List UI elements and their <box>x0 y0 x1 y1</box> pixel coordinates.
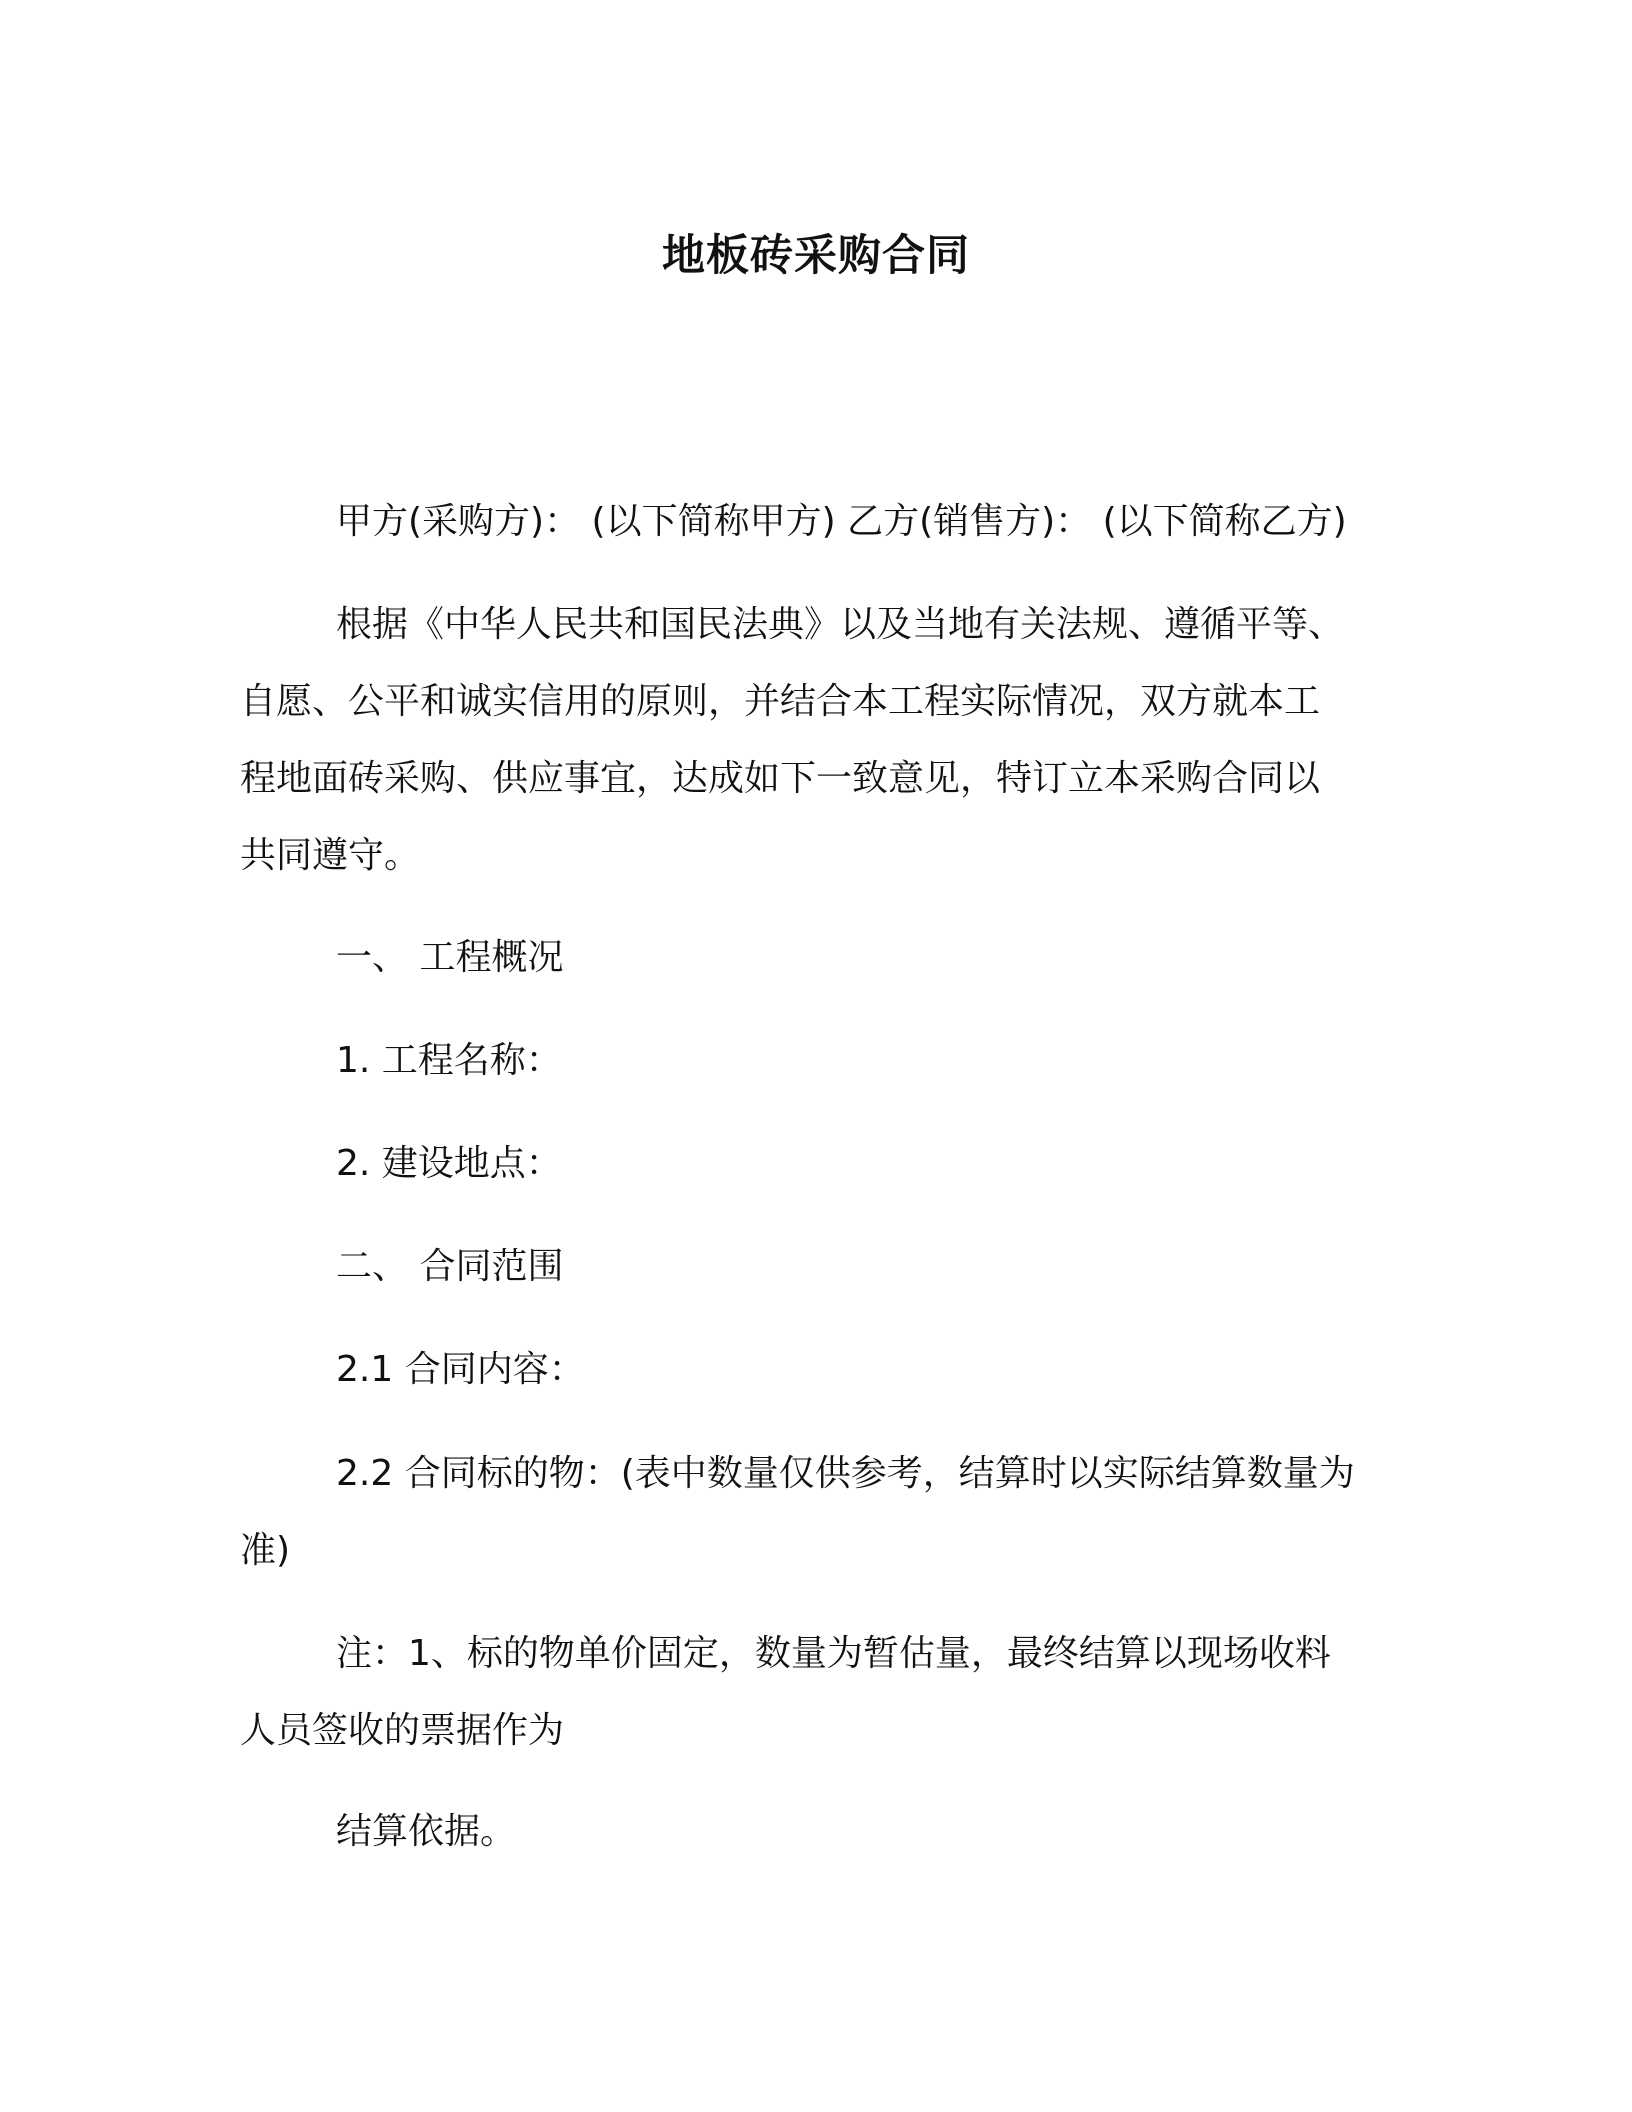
preamble-line-3: 程地面砖采购、供应事宜，达成如下一致意见，特订立本采购合同以 <box>240 758 1321 799</box>
section-2-heading: 二、 合同范围 <box>336 1246 564 1287</box>
preamble-line-1: 根据《中华人民共和国民法典》以及当地有关法规、遵循平等、 <box>336 604 1345 645</box>
item-contract-subject <box>240 1435 1390 1589</box>
item-project-name: 1. 工程名称： <box>336 1040 562 1081</box>
item-construction-site: 2. 建设地点： <box>336 1143 562 1184</box>
preamble-paragraph <box>240 586 1390 894</box>
section-1-heading: 一、 工程概况 <box>336 937 564 978</box>
item-contract-subject-line-1: 2.2 合同标的物：(表中数量仅供参考，结算时以实际结算数量为 <box>336 1453 1355 1494</box>
note-line-1: 注：1、标的物单价固定，数量为暂估量，最终结算以现场收料 <box>336 1633 1331 1674</box>
note-paragraph <box>240 1615 1390 1769</box>
preamble-line-2: 自愿、公平和诚实信用的原则，并结合本工程实际情况，双方就本工 <box>240 681 1321 722</box>
parties-line: 甲方(采购方)： (以下简称甲方) 乙方(销售方)： (以下简称乙方) <box>336 501 1347 542</box>
item-contract-content: 2.1 合同内容： <box>336 1349 585 1390</box>
note-line-2: 人员签收的票据作为 <box>240 1710 565 1751</box>
preamble-line-4: 共同遵守。 <box>240 835 421 876</box>
item-contract-subject-line-2: 准) <box>240 1530 291 1571</box>
document-title: 地板砖采购合同 <box>662 231 970 281</box>
note-continuation: 结算依据。 <box>336 1811 517 1852</box>
